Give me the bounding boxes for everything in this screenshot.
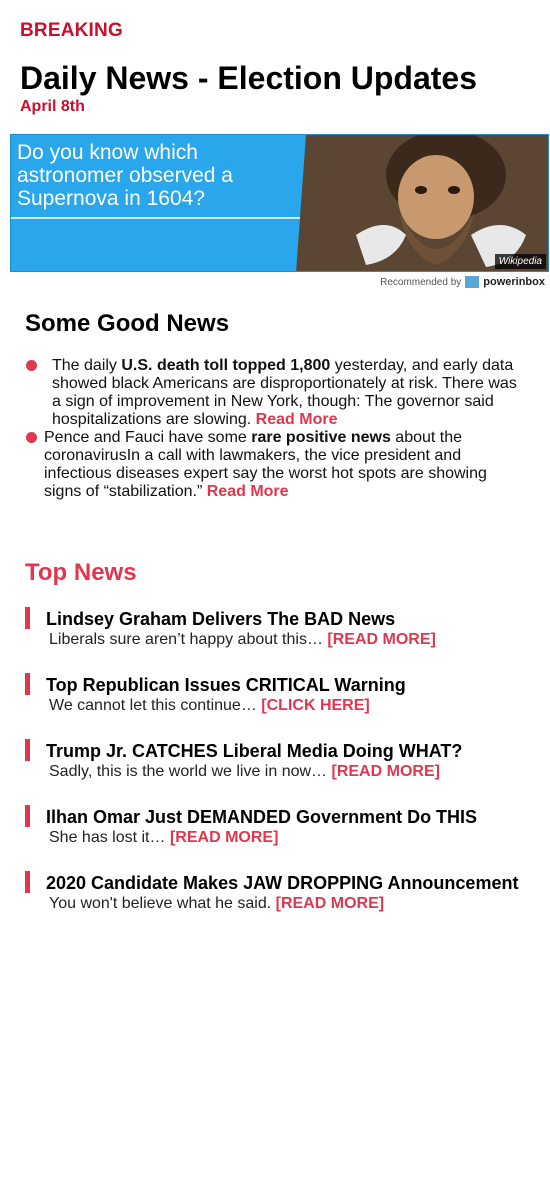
ad-banner[interactable]: [10, 134, 549, 272]
news-headline[interactable]: Lindsey Graham Delivers The BAD News: [46, 609, 396, 629]
news-item[interactable]: [25, 805, 535, 849]
breaking-label: BREAKING: [20, 20, 123, 41]
news-teaser: Liberals sure aren’t happy about this… [READ MORE]: [49, 631, 436, 648]
news-link[interactable]: [CLICK HERE]: [261, 697, 370, 714]
read-more-link[interactable]: Read More: [206, 483, 289, 500]
bullet-icon: [26, 360, 37, 371]
accent-bar: [25, 673, 30, 695]
news-item[interactable]: [25, 871, 535, 915]
accent-bar: [25, 739, 30, 761]
news-teaser: We cannot let this continue… [CLICK HERE]: [49, 697, 370, 714]
recommended-label: Recommended by: [380, 276, 462, 288]
news-headline[interactable]: 2020 Candidate Makes JAW DROPPING Announcement: [46, 873, 519, 893]
good-news-title: Some Good News: [25, 310, 230, 337]
news-headline[interactable]: Top Republican Issues CRITICAL Warning: [46, 675, 406, 695]
recommended-by[interactable]: [380, 276, 545, 288]
read-more-link[interactable]: Read More: [255, 411, 338, 428]
top-news-title: Top News: [25, 559, 137, 586]
news-headline[interactable]: Ilhan Omar Just DEMANDED Government Do THIS: [46, 807, 478, 827]
news-teaser: She has lost it… [READ MORE]: [49, 829, 279, 846]
news-link[interactable]: [READ MORE]: [275, 895, 385, 912]
news-teaser: Sadly, this is the world we live in now… [READ MORE]: [49, 763, 440, 780]
page-title: Daily News - Election Updates: [20, 60, 478, 96]
powerinbox-logo: powerinbox: [483, 276, 545, 288]
date-label: April 8th: [20, 98, 85, 115]
news-item[interactable]: [25, 673, 535, 717]
astronomer-portrait-image: [296, 135, 549, 272]
ad-credit: Wikipedia: [495, 254, 546, 269]
news-item[interactable]: [25, 607, 535, 651]
news-headline[interactable]: Trump Jr. CATCHES Liberal Media Doing WHAT?: [46, 741, 463, 761]
ad-headline: Do you know which astronomer observed a Supernova in 1604?: [17, 141, 233, 210]
accent-bar: [25, 871, 30, 893]
news-teaser: You won't believe what he said. [READ MORE]: [49, 895, 385, 912]
news-item[interactable]: [25, 739, 535, 783]
news-link[interactable]: [READ MORE]: [169, 829, 279, 846]
powerinbox-icon: [465, 276, 479, 288]
accent-bar: [25, 607, 30, 629]
news-link[interactable]: [READ MORE]: [331, 763, 440, 780]
bullet-icon: [26, 432, 37, 443]
good-news-item: The daily U.S. death toll topped 1,800 yesterday, and early data showed black Americans are disproportionately at risk. There was a sign of improvement in New York, though: The governor said hospitalizations are slowing. Read More: [52, 357, 517, 428]
accent-bar: [25, 805, 30, 827]
good-news-item: Pence and Fauci have some rare positive news about the coronavirusIn a call with lawmakers, the vice president and infectious diseases expert say the worst hot spots are showing signs of “stabilization.” Read More: [44, 429, 487, 500]
news-link[interactable]: [READ MORE]: [327, 631, 436, 648]
ad-divider: [11, 217, 306, 219]
